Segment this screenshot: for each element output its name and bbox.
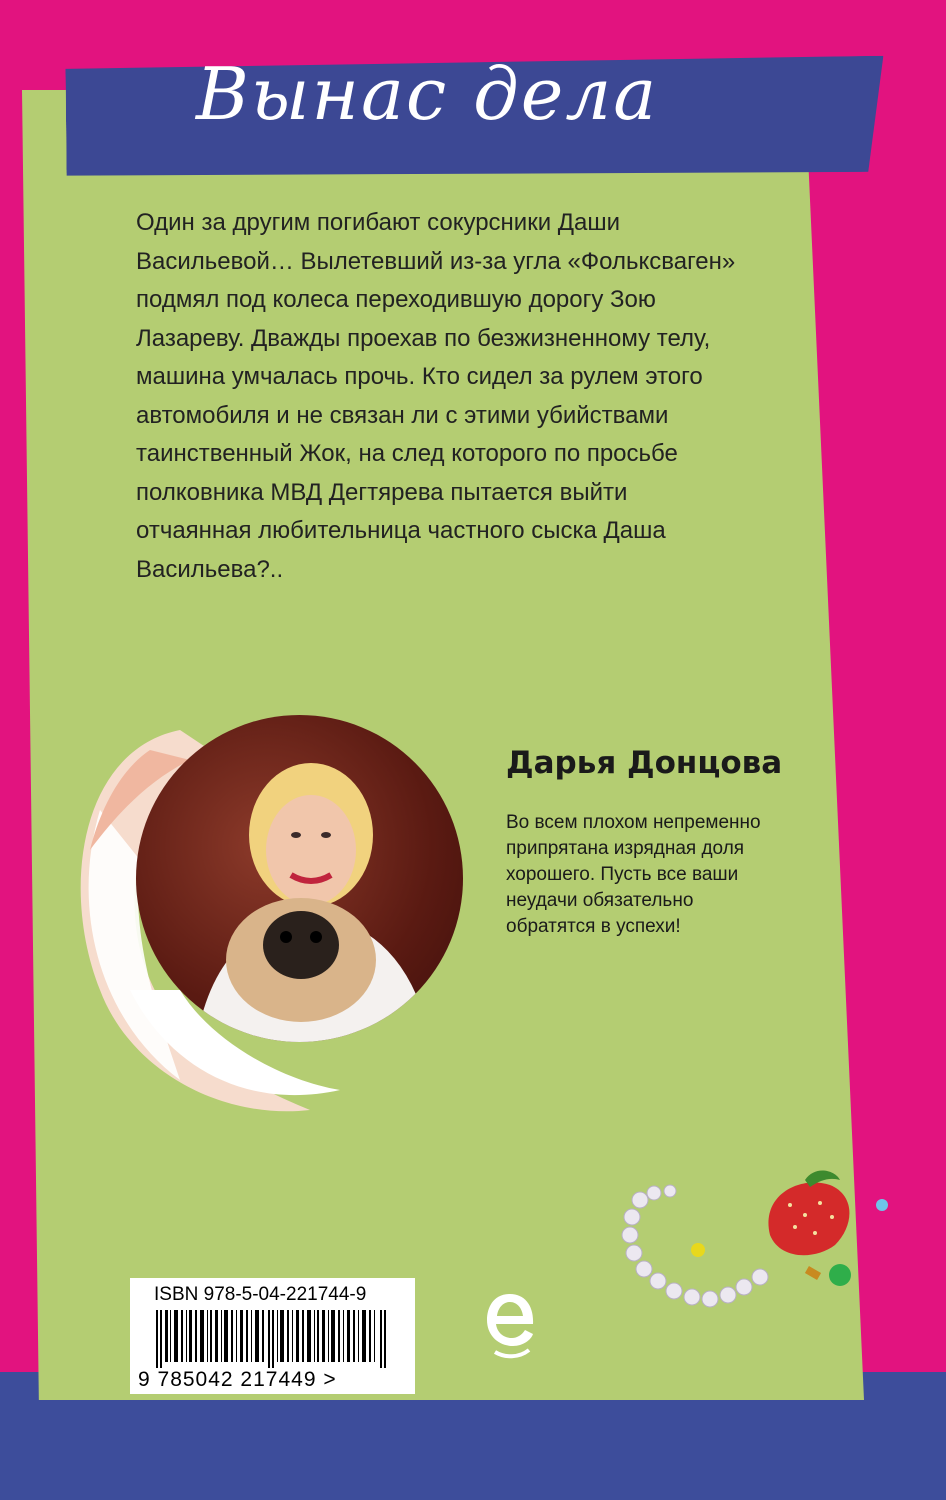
summary-line: подмял под колеса переходившую дорогу Зою [136, 286, 656, 313]
summary-line: таинственный Жок, на след которого по просьбе [136, 440, 678, 467]
summary-line: отчаянная любительница частного сыска Даша [136, 517, 666, 544]
quote-line: Во всем плохом непременно [506, 812, 761, 833]
summary-line: Васильева?.. [136, 555, 284, 583]
summary-line: автомобиля и не связан ли с этими убийствами [136, 401, 669, 429]
quote-line: хорошего. Пусть все ваши [506, 864, 739, 885]
author-photo [136, 715, 463, 1042]
strawberry-pearls-icon [610, 1165, 900, 1335]
book-summary [136, 204, 756, 589]
eksmo-logo-icon [485, 1290, 535, 1360]
summary-line: Васильевой… Вылетевший из-за угла «Фольксваген» [136, 247, 736, 275]
barcode-icon [156, 1310, 386, 1368]
summary-line: Один за другим погибают сокурсники Даши [136, 209, 621, 236]
barcode-block [130, 1278, 415, 1394]
summary-line: машина умчалась прочь. Кто сидел за рулем этого [136, 363, 703, 390]
barcode-number: 9 785042 217449 > [138, 1368, 337, 1391]
summary-line: Лазареву. Дважды проехав по безжизненному телу, [136, 324, 711, 352]
quote-line: припрятана изрядная доля [506, 838, 745, 859]
isbn-text: ISBN 978-5-04-221744-9 [154, 1284, 367, 1305]
author-portrait-icon [136, 715, 463, 1042]
author-quote [506, 810, 806, 940]
summary-line: полковника МВД Дегтярева пытается выйти [136, 478, 628, 506]
author-name: Дарья Донцова [506, 745, 783, 781]
quote-line: неудачи обязательно [506, 890, 694, 911]
book-title: Вынас дела [196, 52, 659, 136]
quote-line: обратятся в успехи! [506, 916, 681, 937]
